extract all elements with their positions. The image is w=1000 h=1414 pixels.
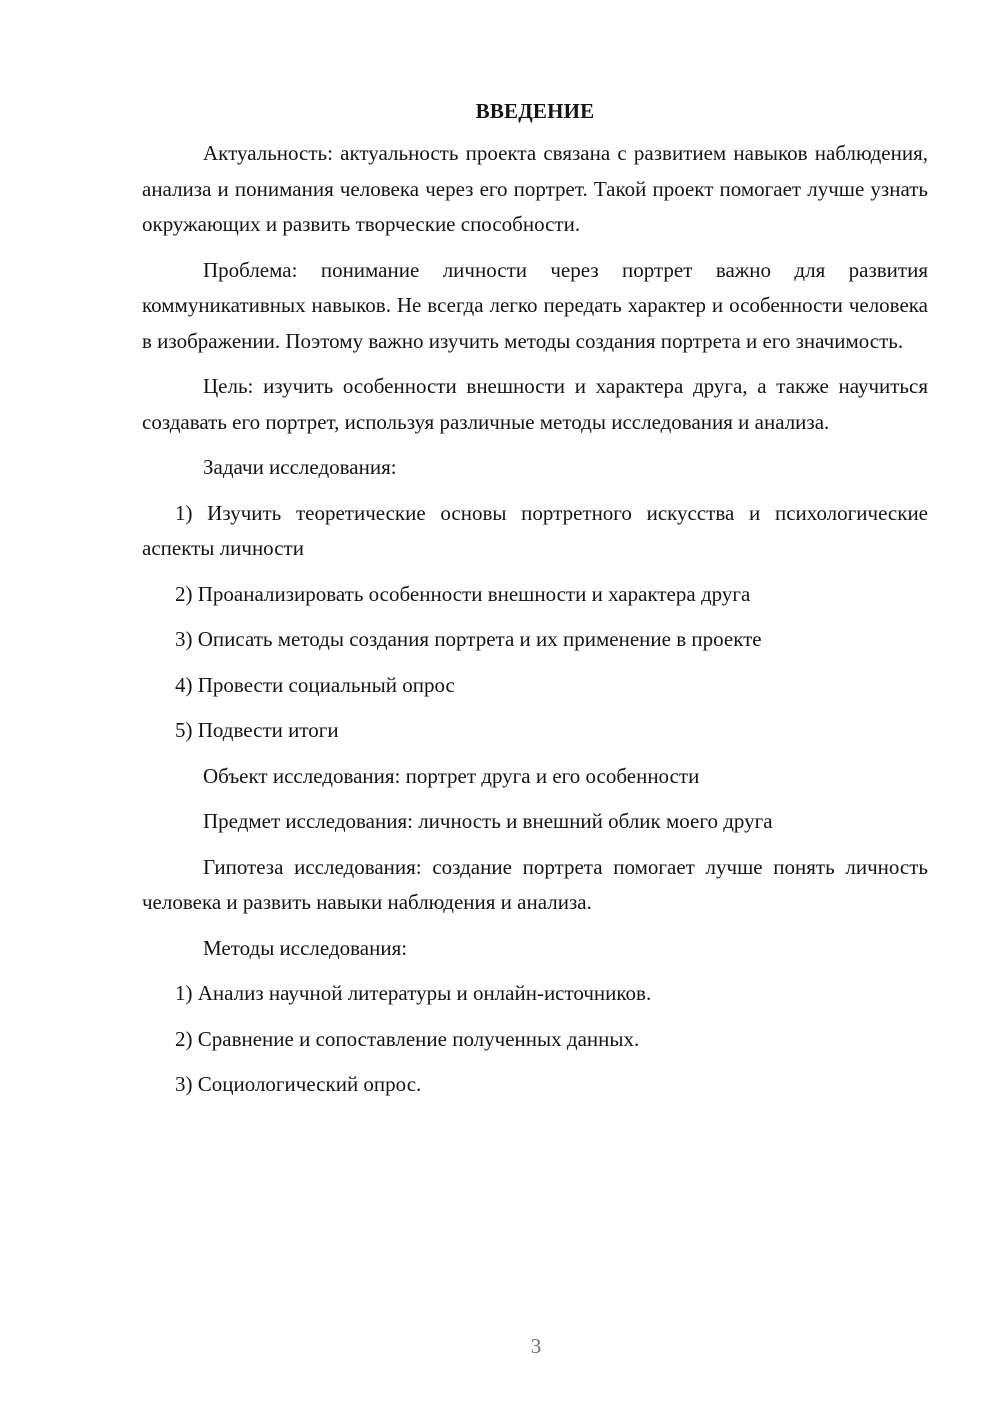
subject-line: Предмет исследования: личность и внешний облик моего друга	[203, 809, 773, 833]
method-item-3: 3) Социологический опрос.	[175, 1072, 422, 1096]
task-item-5: 5) Подвести итоги	[175, 718, 339, 742]
task-item-3: 3) Описать методы создания портрета и их применение в проекте	[175, 627, 762, 651]
tasks-heading: Задачи исследования:	[203, 455, 397, 479]
problem-paragraph: Проблема: понимание личности через портрет важно для развития коммуникативных навыков. Не всегда легко передать характер и особенности человека в изображении. Поэтому важно изучить методы создания портрета и его значимость.	[142, 257, 928, 353]
task-item-2: 2) Проанализировать особенности внешности и характера друга	[175, 581, 751, 606]
goal-paragraph: Цель: изучить особенности внешности и характера друга, а также научиться создавать его портрет, используя различные методы исследования и анализа.	[142, 374, 928, 434]
methods-heading: Методы исследования:	[203, 935, 408, 960]
tasks-list	[142, 496, 928, 749]
task-item-4: 4) Провести социальный опрос	[175, 672, 455, 697]
methods-list	[142, 976, 928, 1103]
method-item-2: 2) Сравнение и сопоставление полученных данных.	[175, 1026, 640, 1051]
task-item-1: 1) Изучить теоретические основы портретного искусства и психологические аспекты личности	[142, 500, 928, 560]
page-title: ВВЕДЕНИЕ	[475, 99, 595, 123]
page-number: 3	[530, 1334, 542, 1358]
page-content	[142, 96, 928, 1113]
relevance-paragraph: Актуальность: актуальность проекта связана с развитием навыков наблюдения, анализа и понимания человека через его портрет. Такой проект помогает лучше узнать окружающих и развить творческие способности.	[142, 141, 928, 236]
hypothesis-paragraph: Гипотеза исследования: создание портрета помогает лучше понять личность человека и развить навыки наблюдения и анализа.	[142, 854, 928, 914]
method-item-1: 1) Анализ научной литературы и онлайн-источников.	[175, 981, 652, 1005]
object-line: Объект исследования: портрет друга и его особенности	[203, 763, 700, 788]
